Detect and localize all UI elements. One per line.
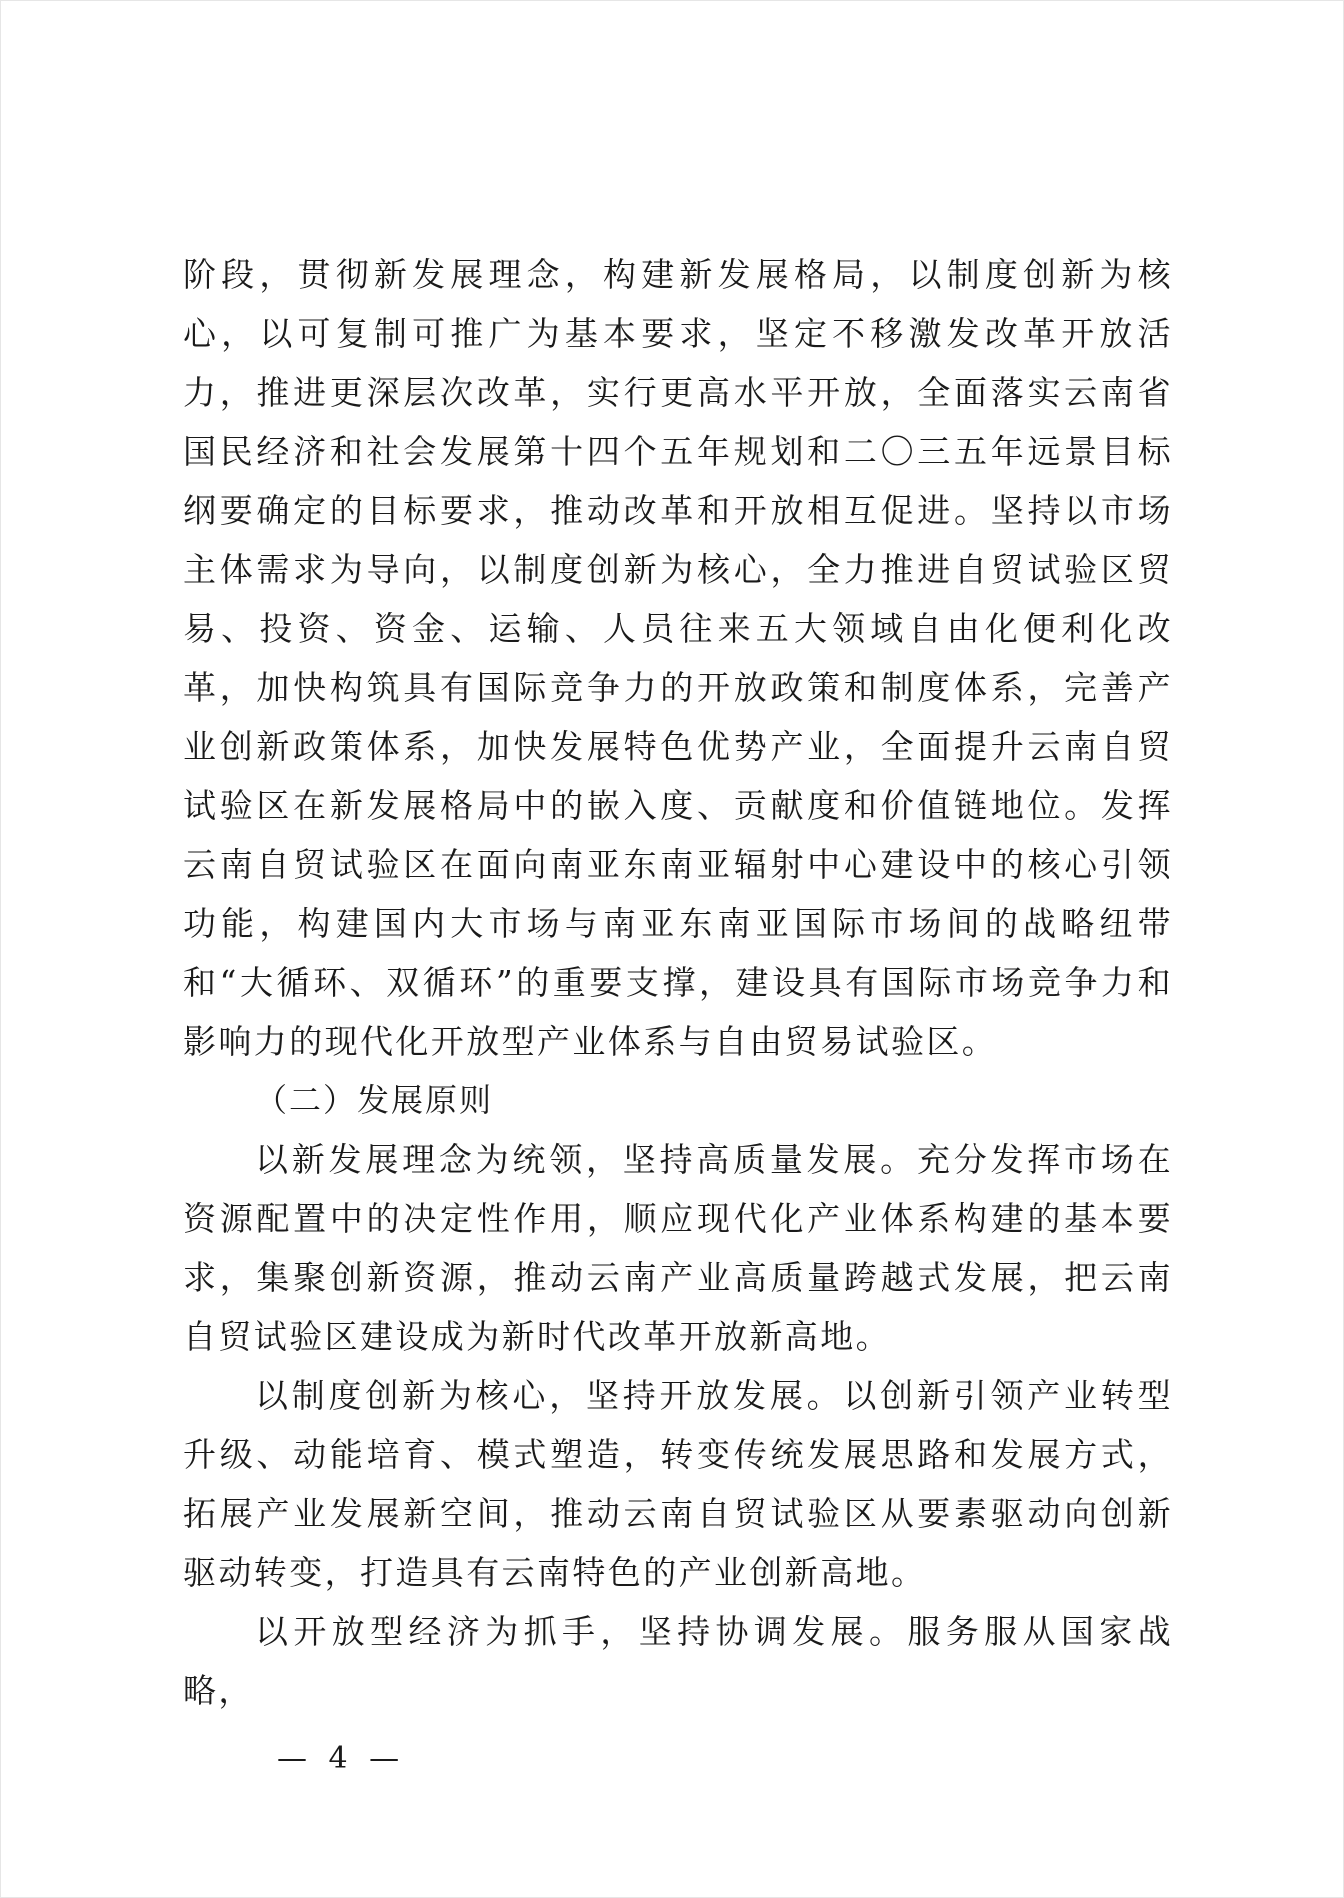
principle-paragraph-1: 以新发展理念为统领，坚持高质量发展。充分发挥市场在资源配置中的决定性作用，顺应现代化产业体系构建的基本要求，集聚创新资源，推动云南产业高质量跨越式发展，把云南自贸试验区建设成为新时代改革开放新高地。 xyxy=(183,1140,1173,1356)
document-body xyxy=(183,245,1173,1720)
principle-paragraph-3: 以开放型经济为抓手，坚持协调发展。服务服从国家战略， xyxy=(183,1612,1173,1710)
principle-paragraph-2: 以制度创新为核心，坚持开放发展。以创新引领产业转型升级、动能培育、模式塑造，转变传统发展思路和发展方式，拓展产业发展新空间，推动云南自贸试验区从要素驱动向创新驱动转变，打造具有云南特色的产业创新高地。 xyxy=(183,1376,1173,1592)
page-number: — 4 — xyxy=(277,1741,406,1776)
section-heading: （二）发展原则 xyxy=(255,1081,494,1119)
intro-paragraph: 阶段，贯彻新发展理念，构建新发展格局，以制度创新为核心，以可复制可推广为基本要求，坚定不移激发改革开放活力，推进更深层次改革，实行更高水平开放，全面落实云南省国民经济和社会发展第十四个五年规划和二〇三五年远景目标纲要确定的目标要求，推动改革和开放相互促进。坚持以市场主体需求为导向，以制度创新为核心，全力推进自贸试验区贸易、投资、资金、运输、人员往来五大领域自由化便利化改革，加快构筑具有国际竞争力的开放政策和制度体系，完善产业创新政策体系，加快发展特色优势产业，全面提升云南自贸试验区在新发展格局中的嵌入度、贡献度和价值链地位。发挥云南自贸试验区在面向南亚东南亚辐射中心建设中的核心引领功能，构建国内大市场与南亚东南亚国际市场间的战略纽带和“大循环、双循环”的重要支撑，建设具有国际市场竞争力和影响力的现代化开放型产业体系与自由贸易试验区。 xyxy=(183,255,1173,1061)
